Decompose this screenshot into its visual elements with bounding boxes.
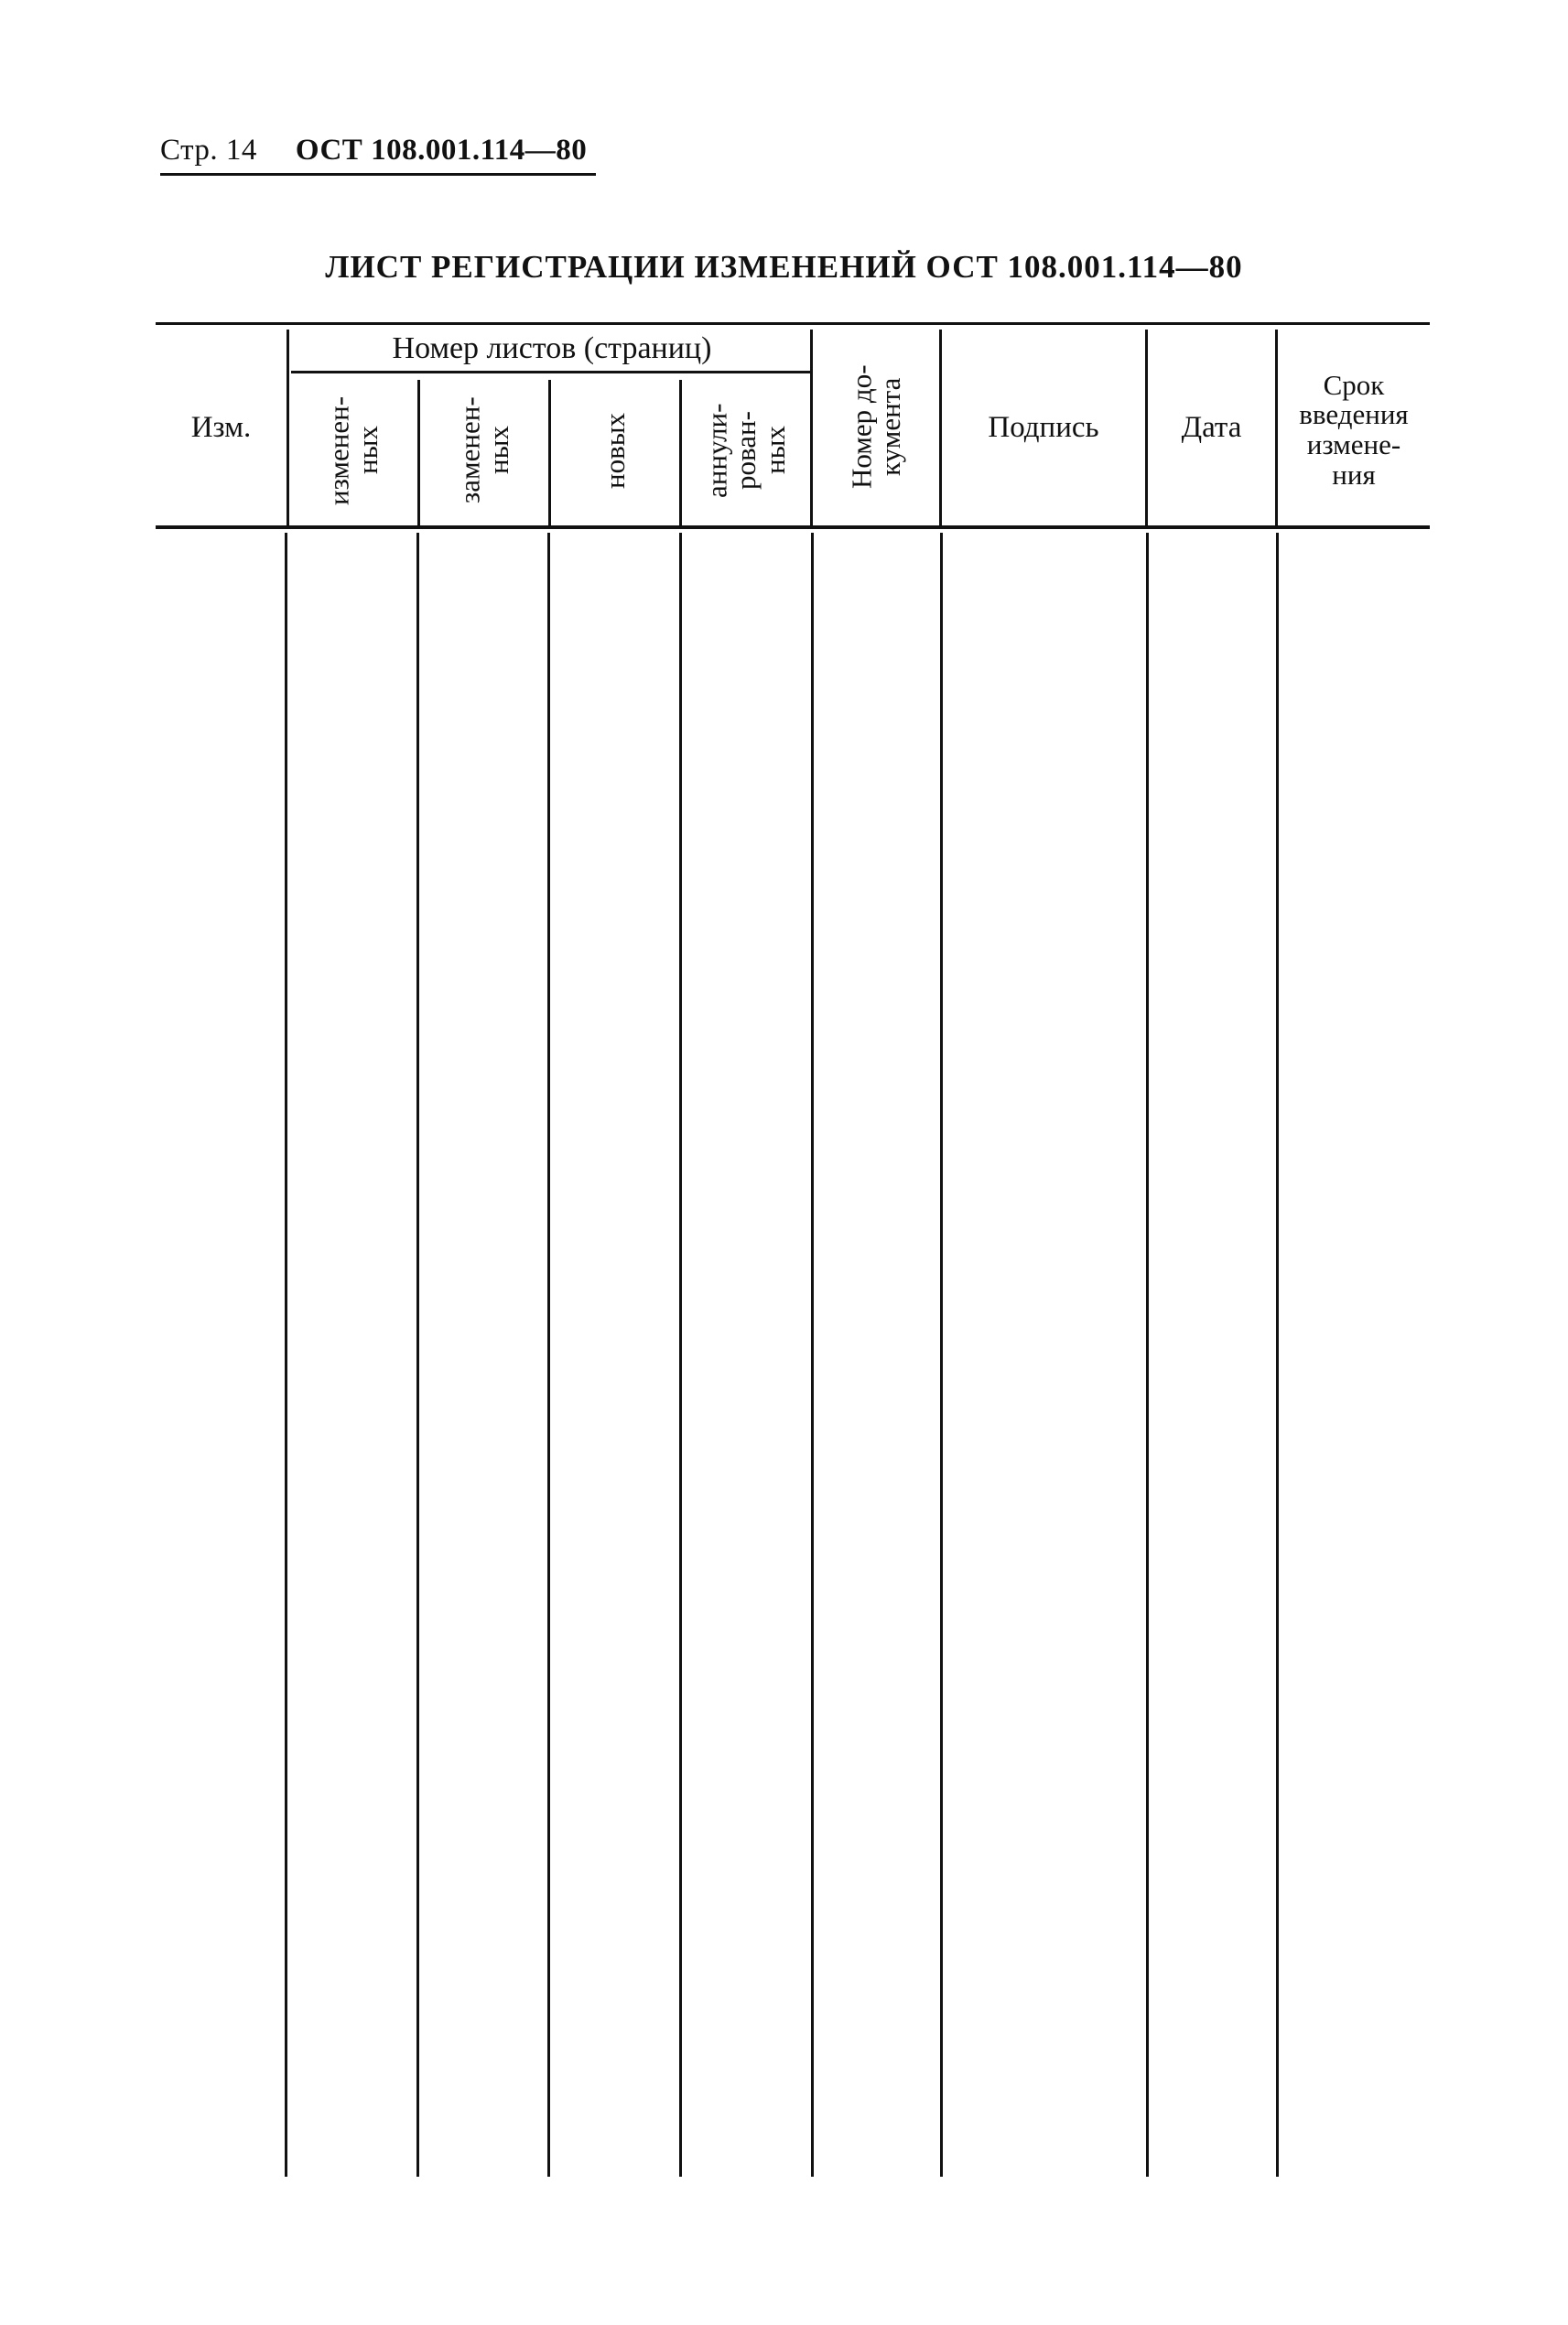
running-head [160,134,596,176]
col-header-annulled: аннули- рован- ных [700,403,791,498]
body-divider [940,533,943,2177]
body-divider [1276,533,1279,2177]
body-divider [416,533,419,2177]
col-header-new: новых [599,412,632,489]
header-bottom-rule [156,525,1430,529]
header-divider [417,380,420,525]
page-number: Стр. 14 [160,134,257,167]
col-header-document-number: Номер до- кумента [845,364,906,489]
col-group-sheet-numbers: Номер листов (страниц) [392,331,712,365]
standard-number: ОСТ 108.001.114—80 [295,134,588,167]
header-divider [287,330,289,525]
col-header-signature: Подпись [988,410,1099,444]
col-header-date: Дата [1181,410,1242,444]
col-header-changed: изменен- ных [322,395,384,505]
body-divider [285,533,287,2177]
body-divider [1146,533,1149,2177]
body-divider [547,533,550,2177]
table-top-rule [156,322,1430,325]
body-divider [811,533,814,2177]
header-divider [548,380,551,525]
col-header-change: Изм. [190,410,252,444]
col-header-effective-date: Срок введения измене- ния [1299,368,1409,491]
group-underline [291,371,813,373]
header-divider [679,380,682,525]
col-header-replaced: заменен- ных [453,396,514,504]
body-divider [679,533,682,2177]
page-title: ЛИСТ РЕГИСТРАЦИИ ИЗМЕНЕНИЙ ОСТ 108.001.114—80 [325,249,1243,285]
